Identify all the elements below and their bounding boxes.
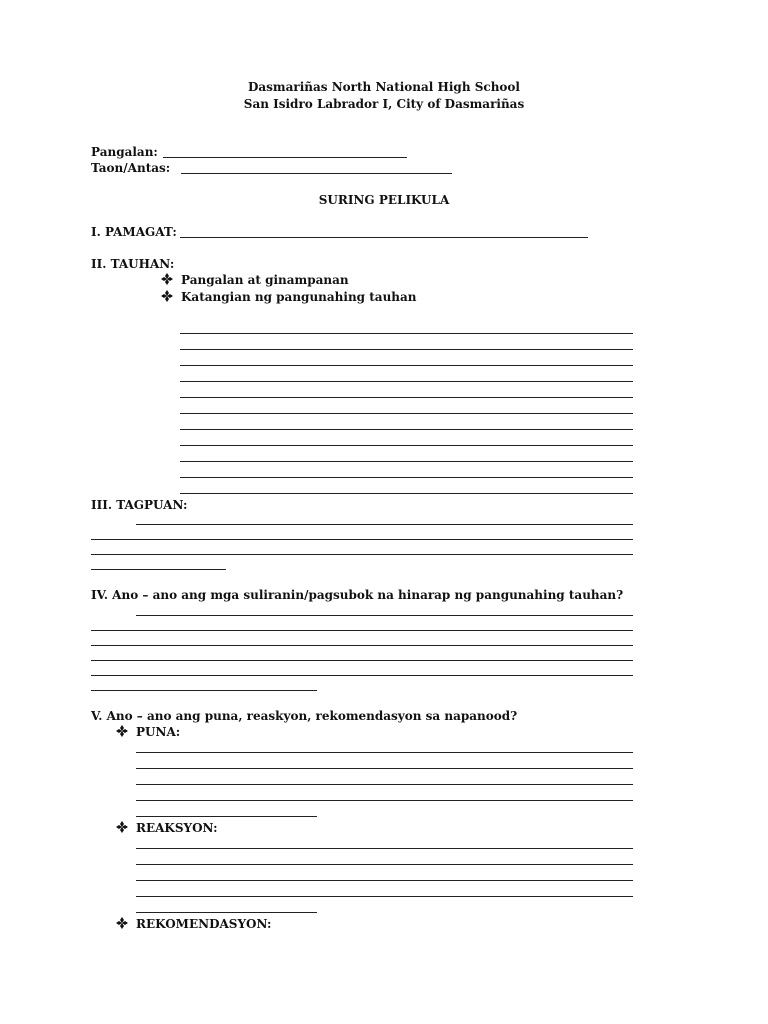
characters-bullet-1: Pangalan at ginampanan — [181, 273, 349, 287]
problems-line[interactable] — [136, 615, 633, 616]
puna-line[interactable] — [136, 752, 633, 753]
school-address: San Isidro Labrador I, City of Dasmariñas — [243, 97, 525, 111]
problems-line[interactable] — [91, 630, 633, 631]
diamond-bullet-icon — [160, 289, 174, 303]
diamond-bullet-icon — [115, 820, 129, 834]
rekomendasyon-label: REKOMENDASYON: — [136, 917, 272, 931]
section-title-label: I. PAMAGAT: — [91, 225, 177, 239]
name-label: Pangalan: — [91, 145, 158, 159]
puna-line[interactable] — [136, 768, 633, 769]
setting-line[interactable] — [91, 539, 633, 540]
characters-line[interactable] — [180, 333, 633, 334]
reaksyon-line[interactable] — [136, 896, 633, 897]
characters-line[interactable] — [180, 349, 633, 350]
characters-line[interactable] — [180, 413, 633, 414]
setting-line[interactable] — [91, 569, 226, 570]
reaksyon-line[interactable] — [136, 864, 633, 865]
diamond-bullet-icon — [115, 916, 129, 930]
characters-line[interactable] — [180, 397, 633, 398]
characters-line[interactable] — [180, 365, 633, 366]
reaksyon-label: REAKSYON: — [136, 821, 218, 835]
reaksyon-line[interactable] — [136, 848, 633, 849]
name-line[interactable] — [163, 157, 407, 158]
characters-line[interactable] — [180, 493, 633, 494]
problems-line[interactable] — [91, 690, 317, 691]
setting-line[interactable] — [136, 524, 633, 525]
puna-line[interactable] — [136, 784, 633, 785]
problems-line[interactable] — [91, 675, 633, 676]
puna-label: PUNA: — [136, 725, 181, 739]
diamond-bullet-icon — [115, 724, 129, 738]
title-line[interactable] — [180, 237, 588, 238]
problems-line[interactable] — [91, 660, 633, 661]
problems-line[interactable] — [91, 645, 633, 646]
characters-line[interactable] — [180, 477, 633, 478]
school-name: Dasmariñas North National High School — [247, 80, 520, 94]
reaksyon-line[interactable] — [136, 880, 633, 881]
section-evaluation-label: V. Ano – ano ang puna, reaskyon, rekomendasyon sa napanood? — [91, 709, 518, 723]
diamond-bullet-icon — [160, 272, 174, 286]
reaksyon-line[interactable] — [136, 912, 317, 913]
section-setting-label: III. TAGPUAN: — [91, 498, 188, 512]
characters-bullet-2: Katangian ng pangunahing tauhan — [181, 290, 417, 304]
setting-line[interactable] — [91, 554, 633, 555]
puna-line[interactable] — [136, 816, 317, 817]
form-title: SURING PELIKULA — [318, 193, 450, 207]
section-characters-label: II. TAUHAN: — [91, 257, 175, 271]
characters-line[interactable] — [180, 445, 633, 446]
puna-line[interactable] — [136, 800, 633, 801]
section-problems-label: IV. Ano – ano ang mga suliranin/pagsubok na hinarap ng pangunahing tauhan? — [91, 588, 624, 602]
characters-line[interactable] — [180, 461, 633, 462]
year-section-label: Taon/Antas: — [91, 161, 171, 175]
characters-line[interactable] — [180, 429, 633, 430]
year-section-line[interactable] — [181, 173, 452, 174]
characters-line[interactable] — [180, 381, 633, 382]
